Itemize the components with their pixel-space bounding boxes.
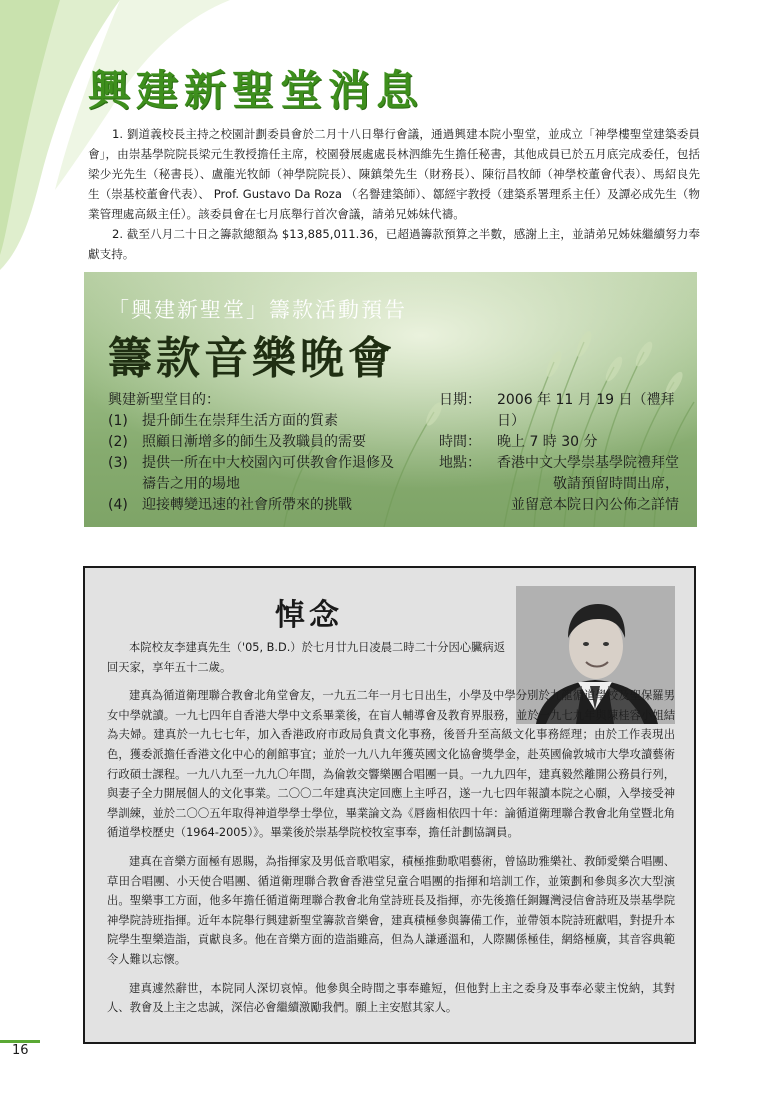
attendance-note <box>511 474 679 516</box>
purpose-list <box>108 390 448 516</box>
purpose-item <box>108 495 448 516</box>
banner-subtitle: 「興建新聖堂」籌款活動預告 <box>108 298 407 322</box>
memorial-paragraph: 建真遽然辭世，本院同人深切哀悼。他參與全時間之事奉雖短，但他對上主之委身及事奉必蒙主悅納，其對人、教會及上主之忠誠，深信必會繼續激勵我們。願上主安慰其家人。 <box>107 981 675 1015</box>
purpose-item <box>108 453 448 474</box>
purpose-item <box>108 474 448 495</box>
intro-paragraph: 1. 劉道義校長主持之校園計劃委員會於二月十八日舉行會議，通過興建本院小聖堂，並成立「神學樓聖堂建築委員會」，由崇基學院院長梁元生教授擔任主席，校園發展處處長林泗維先生擔任秘書，其他成員已於五月底完成委任，包括梁少光先生（秘書長）、盧龍光牧師（神學院院長）、陳鎮榮先生（財務長）、陳衍昌牧師（神學校董會代表）、馬紹良先生（崇基校董會代表）、 Prof. Gustavo Da Roza （名譽建築師）、鄒經宇教授（建築系署理系主任）及譚必成先生（物業管理處高級主任）。該委員會在七月底舉行首次會議，請弟兄姊妹代禱。 <box>88 127 700 221</box>
page-title: 興建新聖堂消息 <box>88 66 425 115</box>
memorial-paragraph: 本院校友李建真先生（'05, B.D.）於七月廿九日凌晨二時二十分因心臟病返回天家，享年五十二歲。 <box>107 641 505 674</box>
event-venue <box>439 453 689 474</box>
memorial-paragraph: 建真為循道衛理聯合教會北角堂會友，一九五二年一月七日出生，小學及中學分別於九龍循道學校及聖保羅男女中學就讀。一九七四年自香港大學中文系畢業後，在盲人輔導會及教育界服務，並於一九七九年與陳桂容小姐結為夫婦。建真於一九七七年，加入香港政府市政局負責文化事務，後晉升至高級文化事務經理；由於工作表現出色，獲委派擔任香港文化中心的創館事宜；並於一九八九年獲英國文化協會獎學金，赴英國倫敦城市大學攻讀藝術行政碩士課程。一九八九至一九九〇年間，為倫敦交響樂團合唱團一員。一九九四年，建真毅然離開公務員行列，與妻子全力開展個人的文化事業。二〇〇二年建真決定回應上主呼召，遂一九七四年報讀本院之心願，入學接受神學訓練，並於二〇〇五年取得神道學學士學位，畢業論文為《唇齒相依四十年：論循道衛理聯合教會北角堂暨北角循道學校歷史（1964-2005）》。畢業後於崇基學院校牧室事奉，擔任計劃協調員。 <box>107 689 675 840</box>
detail-value: 晚上 7 時 30 分 <box>497 434 598 450</box>
purpose-number: (2) <box>108 434 128 450</box>
detail-label: 地點： <box>439 455 481 471</box>
page-number: 16 <box>12 1043 29 1058</box>
purpose-heading: 興建新聖堂目的： <box>108 392 220 408</box>
detail-label: 日期： <box>439 392 481 408</box>
intro-paragraph: 2. 截至八月二十日之籌款總額為 $13,885,011.36，已超過籌款預算之半數，感謝上主，並請弟兄姊妹繼續努力奉獻支持。 <box>88 227 700 261</box>
memorial-text <box>107 638 675 1027</box>
purpose-text: 提供一所在中大校園內可供教會作退修及 <box>142 455 394 471</box>
purpose-number: (1) <box>108 413 128 429</box>
event-date <box>439 390 689 432</box>
purpose-text: 提升師生在崇拜生活方面的質素 <box>142 413 338 429</box>
detail-value: 2006 年 11 月 19 日（禮拜日） <box>497 392 675 429</box>
event-time <box>439 432 689 453</box>
purpose-number: (4) <box>108 497 128 513</box>
memorial-title: 悼念 <box>275 598 343 633</box>
purpose-text: 迎接轉變迅速的社會所帶來的挑戰 <box>142 497 352 513</box>
intro-section <box>88 124 700 264</box>
memorial-paragraph: 建真在音樂方面極有恩賜，為指揮家及男低音歌唱家，積極推動歌唱藝術，曾協助雅樂社、教師愛樂合唱團、草田合唱團、小天使合唱團、循道衛理聯合教會香港堂兒童合唱團的指揮和培訓工作，並策劃和參與多次大型演出。聖樂事工方面，他多年擔任循道衛理聯合教會北角堂詩班長及指揮，亦先後擔任銅鑼灣浸信會詩班及崇基學院神學院詩班指揮。近年本院舉行興建新聖堂籌款音樂會，建真積極參與籌備工作，並帶領本院詩班獻唱，對提升本院學生聖樂造詣，貢獻良多。他在音樂方面的造詣雖高，但為人謙遜溫和，人際關係極佳，網絡極廣，其音容典範令人難以忘懷。 <box>107 854 675 966</box>
detail-label: 時間： <box>439 434 481 450</box>
purpose-text: 禱告之用的場地 <box>142 476 240 492</box>
purpose-item <box>108 432 448 453</box>
note-line: 敬請預留時間出席， <box>553 476 679 492</box>
event-details <box>439 390 689 474</box>
note-line: 並留意本院日內公佈之詳情 <box>511 497 679 513</box>
banner-main-title: 籌款音樂晚會 <box>108 333 396 384</box>
detail-value: 香港中文大學崇基學院禮拜堂 <box>497 455 679 471</box>
purpose-number: (3) <box>108 455 128 471</box>
purpose-number <box>108 474 142 495</box>
purpose-text: 照顧日漸增多的師生及教職員的需要 <box>142 434 366 450</box>
memorial-box <box>83 566 696 1044</box>
concert-banner <box>84 272 697 527</box>
purpose-item <box>108 411 448 432</box>
